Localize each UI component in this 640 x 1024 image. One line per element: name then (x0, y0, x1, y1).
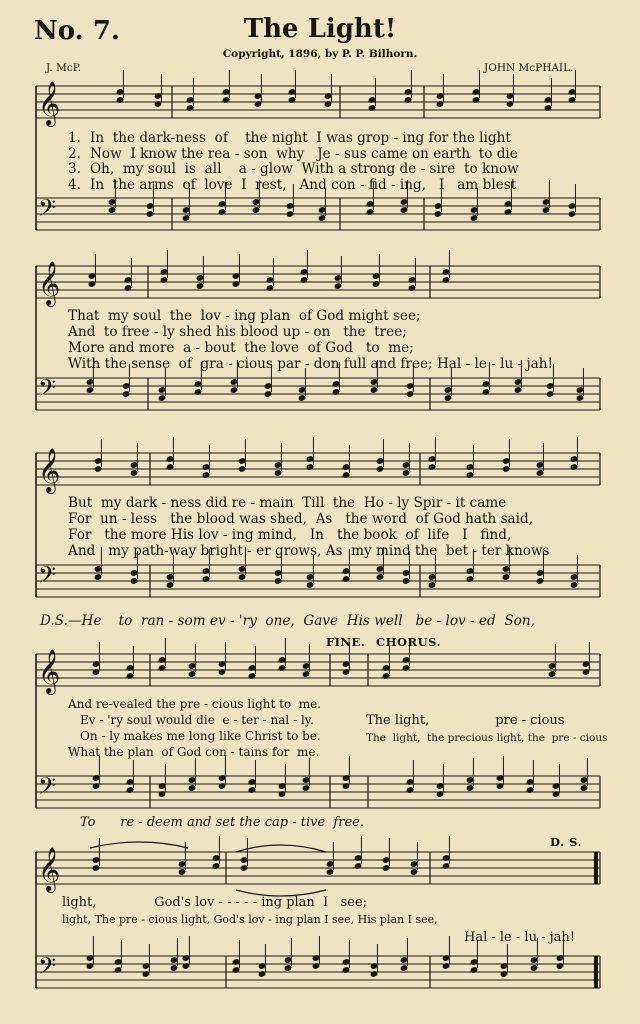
final-bar (594, 852, 598, 884)
lyric-line: But my dark - ness did re - main Till the Ho - ly Spir - it came (68, 495, 507, 511)
lyric-line: And re-vealed the pre - cious light to me. (68, 697, 322, 711)
treble-clef: 𝄞 (38, 81, 61, 125)
verse-line-2: 2. Now I know the rea - son why Je - sus came on earth to die (68, 146, 518, 162)
slur (236, 845, 326, 852)
treble-clef: 𝄞 (38, 649, 61, 693)
lyric-line: And to free - ly shed his blood up - on the tree; (68, 324, 407, 340)
lyric-line: That my soul the lov - ing plan of God might see; (68, 308, 421, 324)
bass-clef: 𝄢 (38, 952, 57, 985)
bass-clef: 𝄢 (38, 772, 57, 805)
fine-label: FINE. (326, 635, 366, 649)
bass-lyric-line: To re - deem and set the cap - tive free. (80, 815, 364, 830)
lyric-line: For un - less the blood was shed, As the word of God hath said, (68, 511, 534, 527)
verse-line-4: 4. In the arms of love I rest, And con - fid - ing, I am blest (68, 177, 517, 193)
lyric-line: What the plan of God con - tains for me. (68, 745, 320, 759)
copyright-line: Copyright, 1896, by P. P. Bilhorn. (222, 48, 418, 60)
bass-clef: 𝄢 (38, 561, 57, 594)
final-bar (594, 956, 598, 988)
lyric-line: More and more a - bout the love of God to me; (68, 340, 414, 356)
lyric-line: light, The pre - cious light, God's lov - ing plan I see, His plan I see, (62, 913, 438, 926)
treble-clef: 𝄞 (38, 448, 61, 492)
chorus-top-line: The light, pre - cious (366, 713, 565, 728)
chorus-label: CHORUS. (376, 635, 442, 649)
bass-clef: 𝄢 (38, 194, 57, 227)
verse-line-3: 3. Oh, my soul is all a - glow With a strong de - sire to know (68, 161, 519, 177)
bass-lyric-line: Hal - le - lu - jah! (464, 930, 575, 945)
treble-clef: 𝄞 (38, 847, 61, 891)
composer-credit: JOHN McPHAIL. (484, 62, 574, 74)
bass-clef: 𝄢 (38, 374, 57, 407)
lyric-line: On - ly makes me long like Christ to be. (80, 729, 321, 743)
lyricist-credit: J. McP. (46, 62, 81, 74)
lyric-line: Ev - 'ry soul would die e - ter - nal - ly. (80, 713, 314, 727)
verse-line-1: 1. In the dark-ness of the night I was grop - ing for the light (68, 130, 511, 146)
ds-text: D.S.—He to ran - som ev - 'ry one, Gave His well be - lov - ed Son, (40, 613, 535, 629)
hymn-number: No. 7. (34, 16, 120, 46)
treble-clef: 𝄞 (38, 261, 61, 305)
lyric-line: light, God's lov - - - - - ing plan I see; (62, 895, 368, 910)
lyric-line: For the more His lov - ing mind, In the book of life I find, (68, 527, 512, 543)
lyric-line: With the sense of gra - cious par - don full and free; Hal - le - lu - jah! (68, 356, 553, 372)
ds-label: D. S. (550, 835, 582, 849)
slur (90, 842, 188, 848)
lyric-line: And my path-way bright - er grows, As my mind the bet - ter knows (68, 543, 550, 559)
chorus-bottom-line: The light, the precious light, the pre - cious (366, 732, 608, 744)
hymn-title: The Light! (243, 14, 397, 44)
